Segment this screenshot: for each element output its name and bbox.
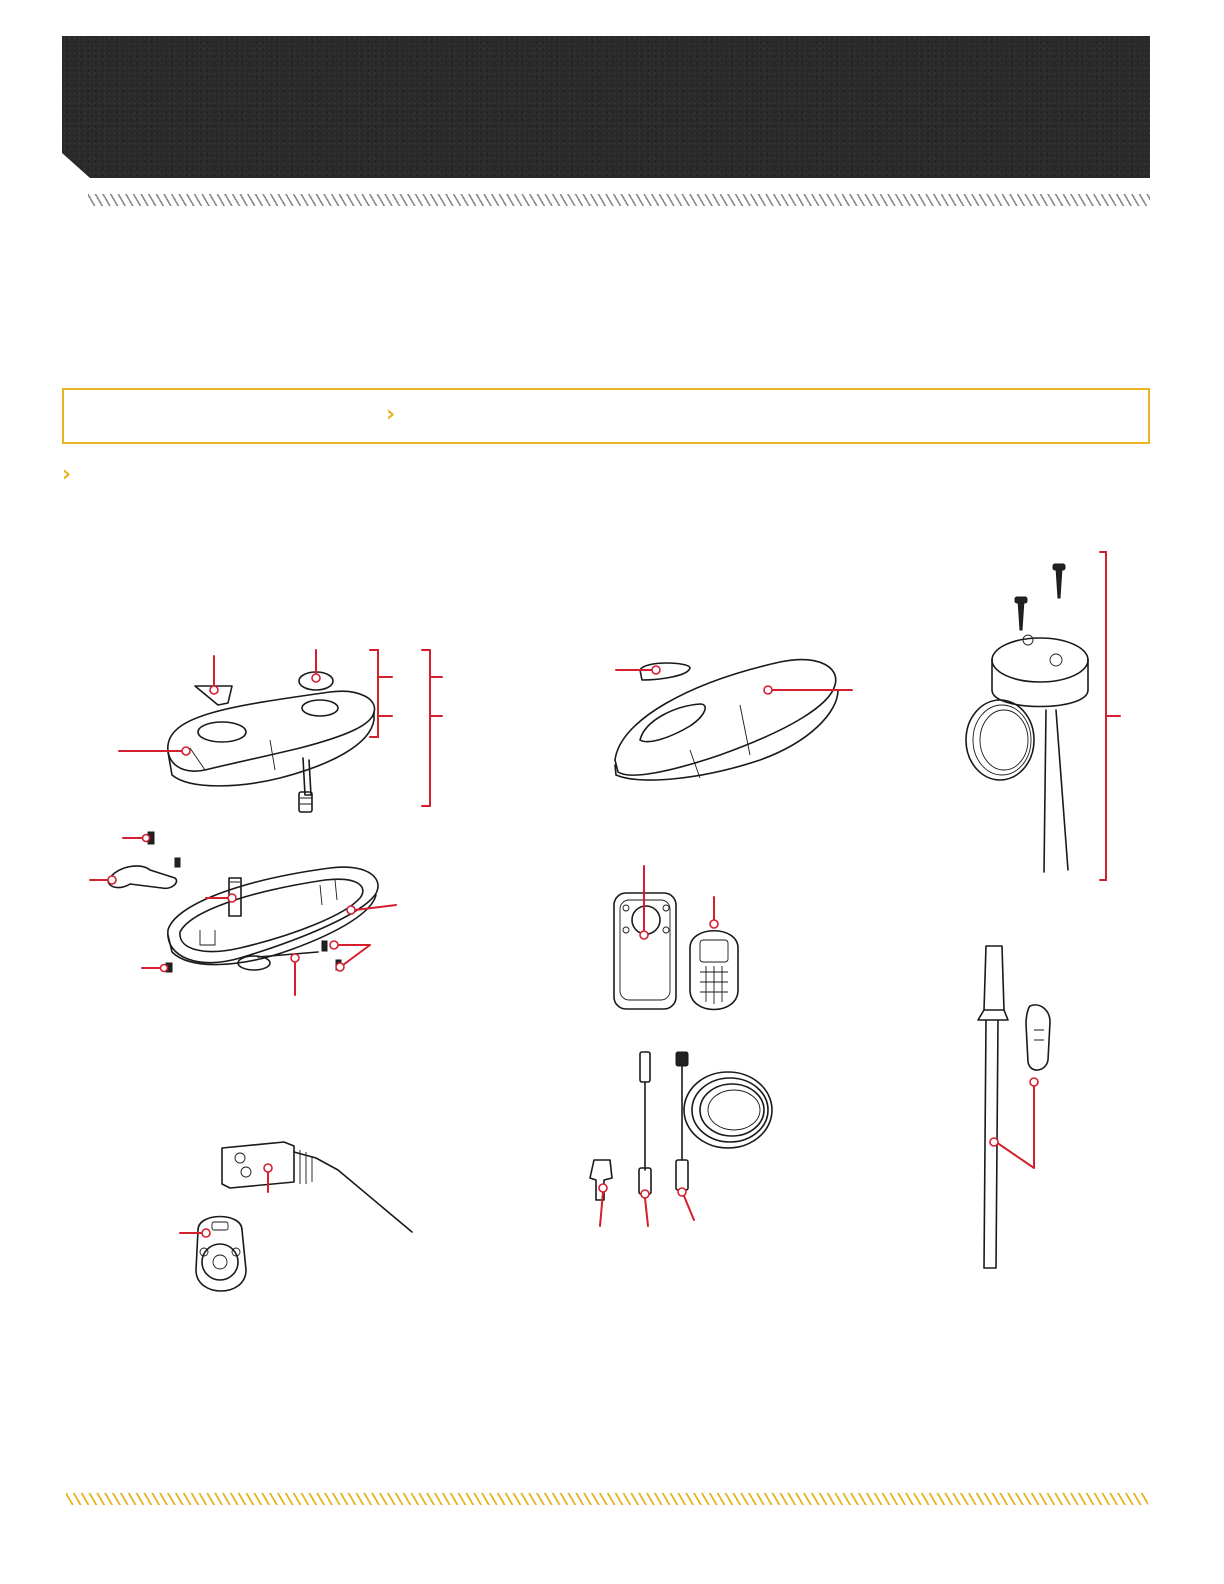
key-fob-drawing — [196, 1217, 246, 1292]
cable-drawing — [590, 1052, 772, 1200]
pedal-shell-drawing — [615, 660, 838, 780]
strap-drawing — [978, 946, 1050, 1268]
receiver-callouts — [180, 1164, 272, 1237]
receiver-drawing — [222, 1142, 412, 1232]
chevron-right-icon: › — [62, 462, 72, 487]
mount-callouts — [1100, 552, 1120, 880]
foot-pedal-callouts — [119, 650, 442, 806]
mount-drawing — [966, 564, 1088, 872]
remote-callouts — [640, 866, 718, 939]
handheld-remote-drawing — [690, 931, 738, 1010]
chevron-right-icon: › — [386, 402, 396, 427]
bottom-hatch-divider — [66, 1493, 1148, 1505]
pedal-base-drawing — [108, 832, 378, 972]
cable-callouts — [599, 1184, 694, 1226]
foot-pedal-drawing — [168, 672, 375, 812]
